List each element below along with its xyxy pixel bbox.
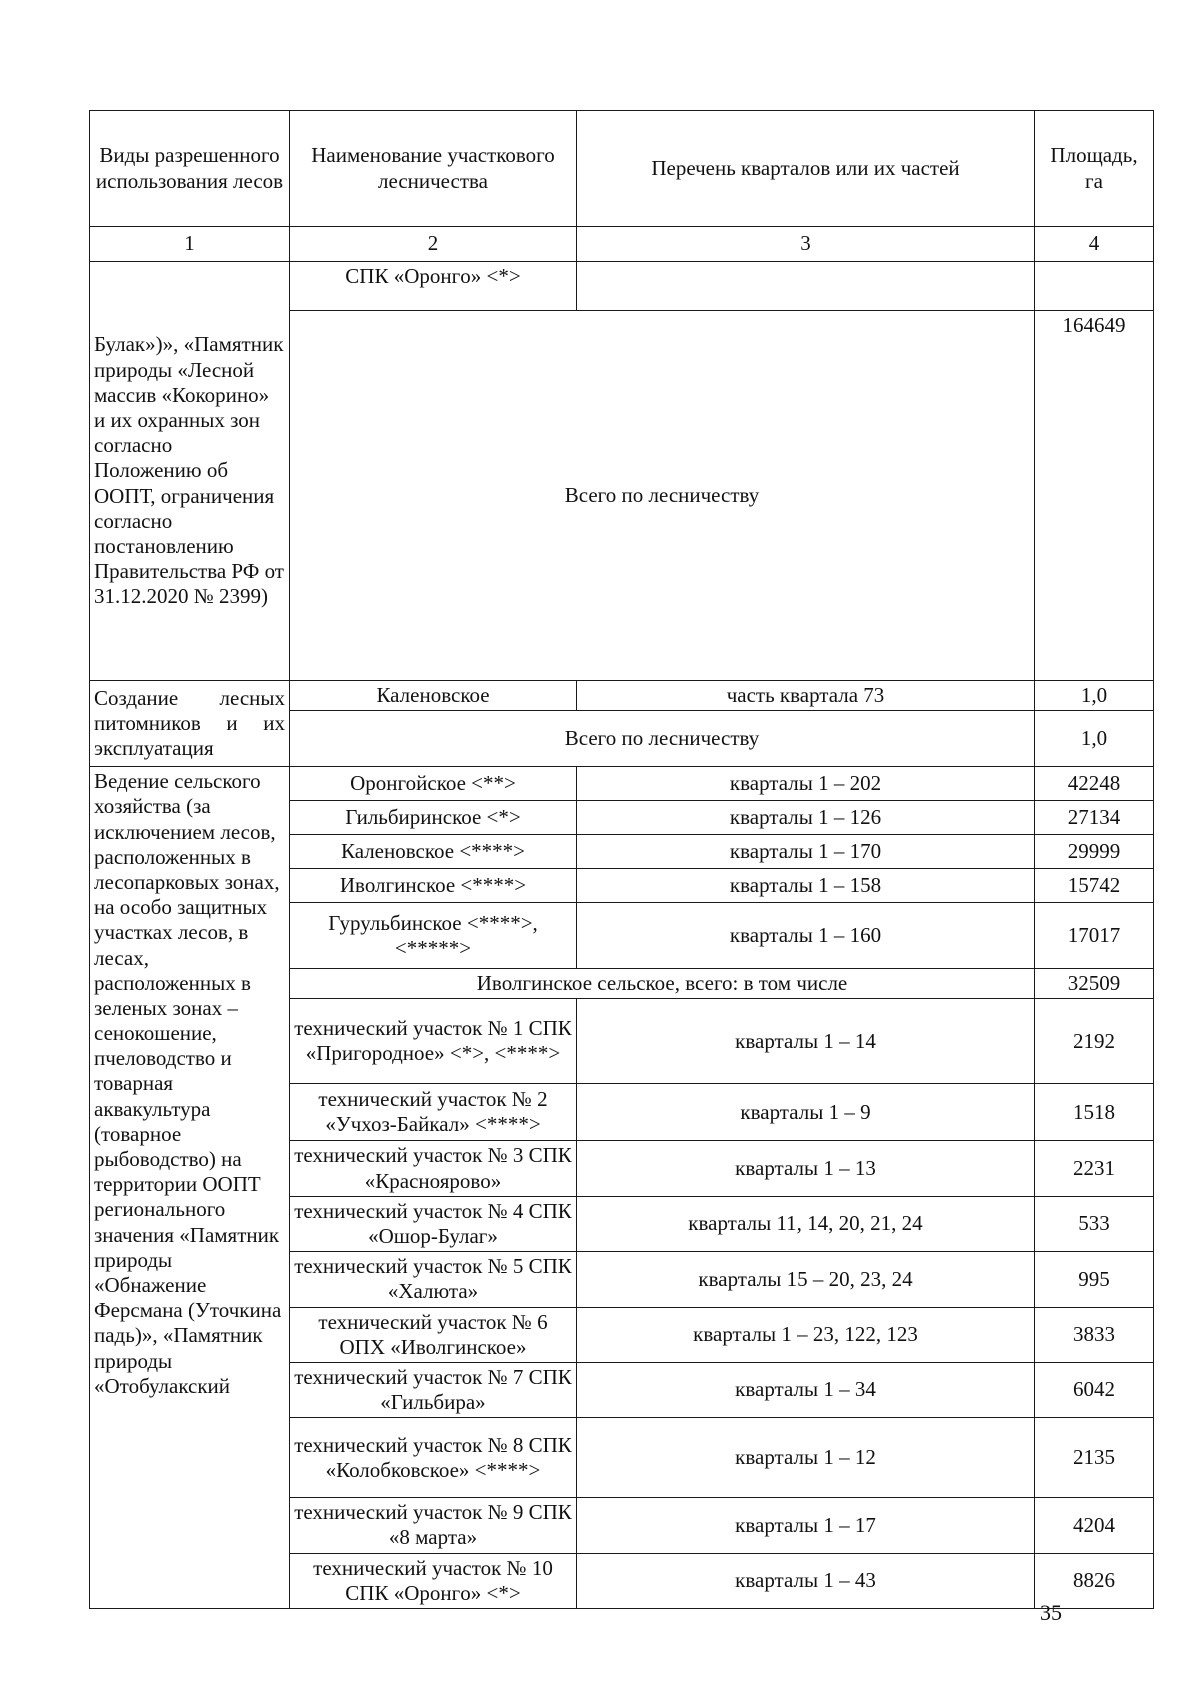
area-cell: 29999 — [1035, 835, 1154, 869]
area-cell: 6042 — [1035, 1362, 1154, 1417]
forestry-name-cell: Гурульбинское <****>, <*****> — [290, 903, 577, 969]
quarters-cell: кварталы 1 – 202 — [577, 767, 1035, 801]
table-row — [90, 767, 1154, 801]
area-cell: 995 — [1035, 1252, 1154, 1307]
quarters-cell: кварталы 1 – 34 — [577, 1362, 1035, 1417]
quarters-cell: кварталы 1 – 160 — [577, 903, 1035, 969]
subtotal-area-cell: 32509 — [1035, 969, 1154, 999]
forestry-name-cell: технический участок № 6 ОПХ «Иволгинское» — [290, 1307, 577, 1362]
area-cell: 15742 — [1035, 869, 1154, 903]
header-forestry-name: Наименование участкового лесничества — [290, 111, 577, 227]
forestry-name-cell: технический участок № 2 «Учхоз-Байкал» <****> — [290, 1084, 577, 1141]
forestry-name-cell: технический участок № 4 СПК «Ошор-Булаг» — [290, 1196, 577, 1251]
quarters-cell: кварталы 1 – 14 — [577, 999, 1035, 1084]
area-cell: 2135 — [1035, 1418, 1154, 1498]
column-number: 2 — [290, 227, 577, 262]
subtotal-label-cell: Иволгинское сельское, всего: в том числе — [290, 969, 1035, 999]
page-number: 35 — [1040, 1600, 1062, 1625]
area-cell: 3833 — [1035, 1307, 1154, 1362]
forestry-name-cell: Оронгойское <**> — [290, 767, 577, 801]
area-cell: 2192 — [1035, 999, 1154, 1084]
use-type-cell: Ведение сельского хозяйства (за исключением лесов, расположенных в лесопарковых зонах, на особо защитных участках лесов, в лесах, расположенных в зеленых зонах – сенокошение, пчеловодство и товарная аквакультура (товарное рыбоводство) на территории ООПТ регионального значения «Памятник природы «Обнажение Ферсмана (Уточкина падь)», «Памятник природы «Отобулакский — [90, 767, 290, 1609]
forestry-name-cell: технический участок № 7 СПК «Гильбира» — [290, 1362, 577, 1417]
column-number-row — [90, 227, 1154, 262]
area-cell: 4204 — [1035, 1498, 1154, 1553]
forestry-name-cell: технический участок № 8 СПК «Колобковское» <****> — [290, 1418, 577, 1498]
area-cell: 1518 — [1035, 1084, 1154, 1141]
quarters-cell: кварталы 1 – 23, 122, 123 — [577, 1307, 1035, 1362]
column-number: 3 — [577, 227, 1035, 262]
area-cell: 27134 — [1035, 801, 1154, 835]
quarters-cell: кварталы 1 – 43 — [577, 1553, 1035, 1608]
quarters-cell: кварталы 1 – 17 — [577, 1498, 1035, 1553]
table-header-row — [90, 111, 1154, 227]
column-number: 4 — [1035, 227, 1154, 262]
quarters-cell: часть квартала 73 — [577, 681, 1035, 711]
quarters-cell: кварталы 1 – 126 — [577, 801, 1035, 835]
forestry-name-cell: технический участок № 1 СПК «Пригородное» <*>, <****> — [290, 999, 577, 1084]
forestry-name-cell: СПК «Оронгo» <*> — [290, 262, 577, 311]
total-area-cell: 164649 — [1035, 311, 1154, 681]
forest-use-table — [89, 110, 1154, 1609]
forestry-name-cell: технический участок № 3 СПК «Красноярово» — [290, 1141, 577, 1196]
table-row — [90, 262, 1154, 311]
area-cell: 533 — [1035, 1196, 1154, 1251]
use-type-cell: Создание лесных питомников и их эксплуатация — [90, 681, 290, 767]
total-label-cell: Всего по лесничеству — [290, 711, 1035, 767]
column-number: 1 — [90, 227, 290, 262]
table-row — [90, 681, 1154, 711]
forestry-name-cell: технический участок № 10 СПК «Оронгo» <*> — [290, 1553, 577, 1608]
quarters-cell: кварталы 15 – 20, 23, 24 — [577, 1252, 1035, 1307]
forestry-name-cell: Гильбиринское <*> — [290, 801, 577, 835]
forestry-name-cell: Каленовское <****> — [290, 835, 577, 869]
area-cell: 8826 — [1035, 1553, 1154, 1608]
quarters-cell: кварталы 11, 14, 20, 21, 24 — [577, 1196, 1035, 1251]
area-cell: 42248 — [1035, 767, 1154, 801]
area-cell: 17017 — [1035, 903, 1154, 969]
forestry-name-cell: Иволгинское <****> — [290, 869, 577, 903]
area-cell — [1035, 262, 1154, 311]
header-use-type: Виды разрешенного использования лесов — [90, 111, 290, 227]
total-area-cell: 1,0 — [1035, 711, 1154, 767]
total-label-cell: Всего по лесничеству — [290, 311, 1035, 681]
header-quarters: Перечень кварталов или их частей — [577, 111, 1035, 227]
quarters-cell: кварталы 1 – 13 — [577, 1141, 1035, 1196]
quarters-cell: кварталы 1 – 158 — [577, 869, 1035, 903]
forestry-name-cell: технический участок № 9 СПК «8 марта» — [290, 1498, 577, 1553]
forestry-name-cell: Каленовское — [290, 681, 577, 711]
header-area: Площадь, га — [1035, 111, 1154, 227]
quarters-cell — [577, 262, 1035, 311]
quarters-cell: кварталы 1 – 12 — [577, 1418, 1035, 1498]
area-cell: 1,0 — [1035, 681, 1154, 711]
area-cell: 2231 — [1035, 1141, 1154, 1196]
quarters-cell: кварталы 1 – 170 — [577, 835, 1035, 869]
use-type-cell: Булак»)», «Памятник природы «Лесной массив «Кокорино» и их охранных зон согласно Положению об ООПТ, ограничения согласно постановлению Правительства РФ от 31.12.2020 № 2399) — [90, 262, 290, 681]
forestry-name-cell: технический участок № 5 СПК «Халюта» — [290, 1252, 577, 1307]
quarters-cell: кварталы 1 – 9 — [577, 1084, 1035, 1141]
